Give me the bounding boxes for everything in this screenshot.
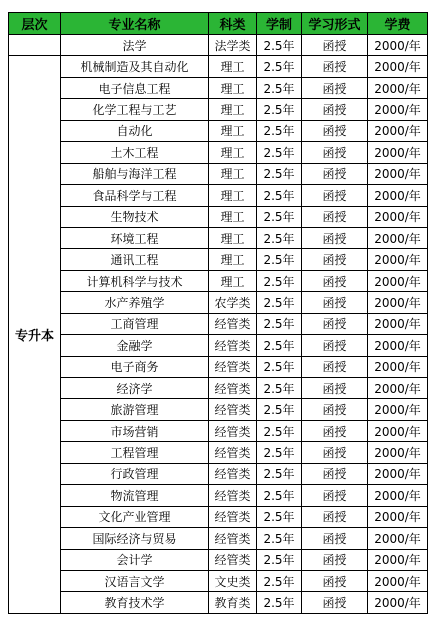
table-row [9, 56, 428, 77]
category-cell: 理工 [209, 56, 257, 77]
table-row [9, 249, 428, 270]
tuition-cell: 2000/年 [368, 378, 428, 399]
duration-cell: 2.5年 [257, 313, 302, 334]
study-mode-cell: 函授 [302, 185, 368, 206]
tuition-cell: 2000/年 [368, 35, 428, 56]
study-mode-cell: 函授 [302, 313, 368, 334]
table-row [9, 420, 428, 441]
table-header [9, 13, 428, 35]
study-mode-cell: 函授 [302, 399, 368, 420]
study-mode-cell: 函授 [302, 270, 368, 291]
table-row [9, 592, 428, 614]
tuition-cell: 2000/年 [368, 292, 428, 313]
table-row [9, 485, 428, 506]
category-cell: 经管类 [209, 378, 257, 399]
table-row [9, 528, 428, 549]
table-row [9, 335, 428, 356]
major-name-cell: 生物技术 [61, 206, 209, 227]
category-cell: 经管类 [209, 442, 257, 463]
study-mode-cell: 函授 [302, 35, 368, 56]
tuition-cell: 2000/年 [368, 356, 428, 377]
header-level: 层次 [9, 13, 61, 35]
major-name-cell: 电子信息工程 [61, 77, 209, 98]
tuition-cell: 2000/年 [368, 56, 428, 77]
study-mode-cell: 函授 [302, 528, 368, 549]
major-name-cell: 国际经济与贸易 [61, 528, 209, 549]
tuition-cell: 2000/年 [368, 463, 428, 484]
major-name-cell: 行政管理 [61, 463, 209, 484]
table-row [9, 99, 428, 120]
tuition-cell: 2000/年 [368, 485, 428, 506]
study-mode-cell: 函授 [302, 570, 368, 591]
table-row [9, 463, 428, 484]
duration-cell: 2.5年 [257, 399, 302, 420]
tuition-cell: 2000/年 [368, 142, 428, 163]
major-name-cell: 自动化 [61, 120, 209, 141]
duration-cell: 2.5年 [257, 549, 302, 570]
table-row [9, 378, 428, 399]
duration-cell: 2.5年 [257, 249, 302, 270]
duration-cell: 2.5年 [257, 35, 302, 56]
category-cell: 经管类 [209, 549, 257, 570]
duration-cell: 2.5年 [257, 142, 302, 163]
tuition-cell: 2000/年 [368, 206, 428, 227]
header-tuition: 学费 [368, 13, 428, 35]
category-cell: 理工 [209, 249, 257, 270]
table-row [9, 506, 428, 527]
table-row [9, 313, 428, 334]
category-cell: 经管类 [209, 399, 257, 420]
tuition-cell: 2000/年 [368, 227, 428, 248]
study-mode-cell: 函授 [302, 549, 368, 570]
tuition-cell: 2000/年 [368, 185, 428, 206]
study-mode-cell: 函授 [302, 99, 368, 120]
study-mode-cell: 函授 [302, 506, 368, 527]
header-major-name: 专业名称 [61, 13, 209, 35]
category-cell: 经管类 [209, 356, 257, 377]
study-mode-cell: 函授 [302, 227, 368, 248]
study-mode-cell: 函授 [302, 249, 368, 270]
major-name-cell: 旅游管理 [61, 399, 209, 420]
major-name-cell: 文化产业管理 [61, 506, 209, 527]
study-mode-cell: 函授 [302, 442, 368, 463]
study-mode-cell: 函授 [302, 292, 368, 313]
table-row [9, 442, 428, 463]
category-cell: 经管类 [209, 485, 257, 506]
study-mode-cell: 函授 [302, 77, 368, 98]
duration-cell: 2.5年 [257, 56, 302, 77]
major-name-cell: 金融学 [61, 335, 209, 356]
tuition-cell: 2000/年 [368, 528, 428, 549]
duration-cell: 2.5年 [257, 185, 302, 206]
category-cell: 理工 [209, 120, 257, 141]
tuition-cell: 2000/年 [368, 549, 428, 570]
major-name-cell: 通讯工程 [61, 249, 209, 270]
duration-cell: 2.5年 [257, 528, 302, 549]
major-name-cell: 汉语言文学 [61, 570, 209, 591]
table-row [9, 356, 428, 377]
duration-cell: 2.5年 [257, 442, 302, 463]
major-name-cell: 工程管理 [61, 442, 209, 463]
major-name-cell: 计算机科学与技术 [61, 270, 209, 291]
major-name-cell: 会计学 [61, 549, 209, 570]
duration-cell: 2.5年 [257, 99, 302, 120]
category-cell: 理工 [209, 227, 257, 248]
tuition-cell: 2000/年 [368, 592, 428, 614]
table-row [9, 399, 428, 420]
major-name-cell: 土木工程 [61, 142, 209, 163]
header-category: 科类 [209, 13, 257, 35]
duration-cell: 2.5年 [257, 292, 302, 313]
duration-cell: 2.5年 [257, 592, 302, 614]
table-row [9, 35, 428, 56]
duration-cell: 2.5年 [257, 227, 302, 248]
study-mode-cell: 函授 [302, 592, 368, 614]
table-row [9, 270, 428, 291]
major-name-cell: 教育技术学 [61, 592, 209, 614]
major-name-cell: 化学工程与工艺 [61, 99, 209, 120]
category-cell: 法学类 [209, 35, 257, 56]
duration-cell: 2.5年 [257, 378, 302, 399]
study-mode-cell: 函授 [302, 356, 368, 377]
category-cell: 理工 [209, 142, 257, 163]
duration-cell: 2.5年 [257, 163, 302, 184]
table-row [9, 77, 428, 98]
tuition-cell: 2000/年 [368, 77, 428, 98]
table-row [9, 292, 428, 313]
category-cell: 理工 [209, 163, 257, 184]
tuition-cell: 2000/年 [368, 442, 428, 463]
study-mode-cell: 函授 [302, 56, 368, 77]
table-row [9, 549, 428, 570]
major-name-cell: 食品科学与工程 [61, 185, 209, 206]
study-mode-cell: 函授 [302, 420, 368, 441]
category-cell: 经管类 [209, 313, 257, 334]
tuition-cell: 2000/年 [368, 270, 428, 291]
category-cell: 理工 [209, 99, 257, 120]
study-mode-cell: 函授 [302, 378, 368, 399]
tuition-cell: 2000/年 [368, 120, 428, 141]
duration-cell: 2.5年 [257, 356, 302, 377]
tuition-cell: 2000/年 [368, 163, 428, 184]
duration-cell: 2.5年 [257, 506, 302, 527]
duration-cell: 2.5年 [257, 77, 302, 98]
majors-table [8, 12, 428, 614]
table-row [9, 163, 428, 184]
tuition-cell: 2000/年 [368, 506, 428, 527]
major-name-cell: 水产养殖学 [61, 292, 209, 313]
major-name-cell: 经济学 [61, 378, 209, 399]
category-cell: 理工 [209, 206, 257, 227]
duration-cell: 2.5年 [257, 206, 302, 227]
header-duration: 学制 [257, 13, 302, 35]
tuition-cell: 2000/年 [368, 399, 428, 420]
level-cell: 专升本 [9, 56, 61, 614]
study-mode-cell: 函授 [302, 335, 368, 356]
study-mode-cell: 函授 [302, 163, 368, 184]
tuition-cell: 2000/年 [368, 420, 428, 441]
category-cell: 经管类 [209, 506, 257, 527]
header-row [9, 13, 428, 35]
category-cell: 文史类 [209, 570, 257, 591]
duration-cell: 2.5年 [257, 570, 302, 591]
category-cell: 理工 [209, 77, 257, 98]
duration-cell: 2.5年 [257, 120, 302, 141]
table-row [9, 570, 428, 591]
tuition-cell: 2000/年 [368, 335, 428, 356]
study-mode-cell: 函授 [302, 206, 368, 227]
table-row [9, 227, 428, 248]
category-cell: 农学类 [209, 292, 257, 313]
study-mode-cell: 函授 [302, 463, 368, 484]
table-row [9, 120, 428, 141]
header-study-mode: 学习形式 [302, 13, 368, 35]
category-cell: 理工 [209, 185, 257, 206]
table-body [9, 35, 428, 614]
table-row [9, 185, 428, 206]
duration-cell: 2.5年 [257, 270, 302, 291]
category-cell: 经管类 [209, 463, 257, 484]
major-name-cell: 市场营销 [61, 420, 209, 441]
duration-cell: 2.5年 [257, 463, 302, 484]
tuition-cell: 2000/年 [368, 99, 428, 120]
study-mode-cell: 函授 [302, 485, 368, 506]
category-cell: 经管类 [209, 335, 257, 356]
duration-cell: 2.5年 [257, 485, 302, 506]
major-name-cell: 工商管理 [61, 313, 209, 334]
category-cell: 经管类 [209, 420, 257, 441]
major-name-cell: 环境工程 [61, 227, 209, 248]
tuition-cell: 2000/年 [368, 313, 428, 334]
major-name-cell: 物流管理 [61, 485, 209, 506]
tuition-cell: 2000/年 [368, 249, 428, 270]
major-name-cell: 船舶与海洋工程 [61, 163, 209, 184]
table-row [9, 142, 428, 163]
level-cell [9, 35, 61, 56]
study-mode-cell: 函授 [302, 120, 368, 141]
category-cell: 理工 [209, 270, 257, 291]
category-cell: 教育类 [209, 592, 257, 614]
table-row [9, 206, 428, 227]
study-mode-cell: 函授 [302, 142, 368, 163]
duration-cell: 2.5年 [257, 420, 302, 441]
major-name-cell: 机械制造及其自动化 [61, 56, 209, 77]
major-name-cell: 法学 [61, 35, 209, 56]
duration-cell: 2.5年 [257, 335, 302, 356]
category-cell: 经管类 [209, 528, 257, 549]
major-name-cell: 电子商务 [61, 356, 209, 377]
tuition-cell: 2000/年 [368, 570, 428, 591]
